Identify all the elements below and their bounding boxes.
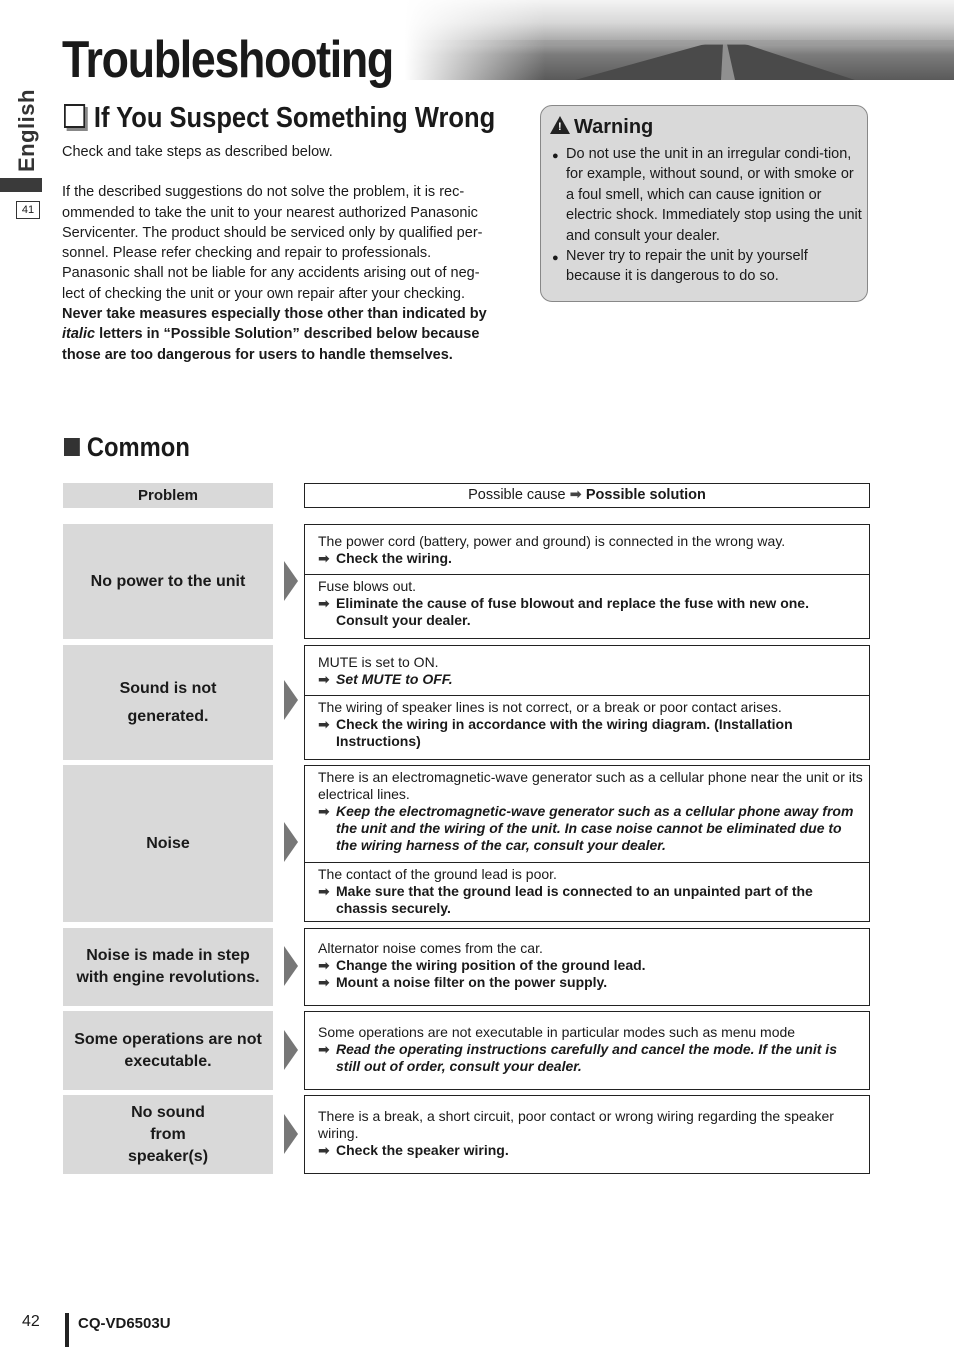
problem-cell: Sound is not generated.: [63, 645, 273, 760]
intro-para-line: lect of checking the unit or your own repair after your checking.: [62, 285, 465, 302]
cause-text: The contact of the ground lead is poor.: [318, 866, 557, 882]
triangle-arrow-icon: [284, 680, 298, 720]
warning-item-text: Never try to repair the unit by yourself because it is dangerous to do so.: [566, 248, 808, 285]
intro-bold-line: Never take measures especially those other than indicated by: [62, 306, 487, 323]
intro-para-line: ommended to take the unit to your nearest authorized Panasonic: [62, 204, 478, 221]
solution-text: Eliminate the cause of fuse blowout and replace the fuse with new one. Consult your dealer.: [336, 595, 809, 628]
section-title-suspect: [64, 102, 495, 135]
cause-cell: [305, 574, 869, 629]
intro-text: [62, 142, 512, 365]
solution-line: [318, 671, 863, 688]
intro-italic-word: italic: [62, 326, 96, 343]
solution-text: Keep the electromagnetic-wave generator such as a cellular phone away from the unit and the wiring of the unit. In case noise cannot be eliminated due to the wiring harness of the car, consult your dealer.: [336, 803, 854, 853]
arrow-right-icon: ➡: [318, 1142, 330, 1158]
section-title-common-text: Common: [86, 432, 190, 462]
cause-text: Fuse blows out.: [318, 578, 417, 594]
triangle-arrow-icon: [284, 1030, 298, 1070]
cause-cell: [305, 940, 869, 991]
footer-model: CQ-VD6503U: [78, 1315, 171, 1332]
cause-text: Alternator noise comes from the car.: [318, 940, 543, 956]
intro-para-line: If the described suggestions do not solve the problem, it is rec-: [62, 184, 465, 201]
warning-title-text: Warning: [574, 116, 654, 138]
solution-box: [304, 524, 870, 639]
cause-cell: [305, 1024, 869, 1075]
triangle-arrow-icon: [284, 946, 298, 986]
footer-page-number: 42: [22, 1313, 40, 1330]
problem-cell: No power to the unit: [63, 524, 273, 639]
warning-title: [550, 116, 653, 139]
arrow-right-icon: ➡: [318, 550, 330, 566]
cause-text: Some operations are not executable in particular modes such as menu mode: [318, 1024, 796, 1040]
cause-text: There is an electromagnetic-wave generator such as a cellular phone near the unit or its electrical lines.: [318, 769, 863, 802]
cause-text: The power cord (battery, power and ground) is connected in the wrong way.: [318, 533, 786, 549]
solution-text: Check the speaker wiring.: [336, 1142, 509, 1158]
language-tab-bar: [0, 178, 42, 192]
solution-text: Set MUTE to OFF.: [336, 671, 453, 687]
solution-text: Check the wiring in accordance with the wiring diagram. (Installation Instructions): [336, 716, 793, 749]
arrow-right-icon: ➡: [318, 671, 330, 687]
arrow-right-icon: ➡: [318, 595, 330, 611]
solution-line: [318, 595, 863, 629]
arrow-right-icon: ➡: [318, 716, 330, 732]
solution-box: [304, 1095, 870, 1174]
warning-list: [552, 144, 862, 287]
table-header-problem: Problem: [63, 483, 273, 508]
problem-cell: Noise: [63, 765, 273, 922]
page-title: Troubleshooting: [62, 31, 393, 89]
triangle-arrow-icon: [284, 561, 298, 601]
arrow-right-icon: ➡: [569, 487, 582, 503]
page-ref-box: 41: [16, 201, 40, 219]
filled-square-icon: [64, 438, 80, 456]
solution-text: Make sure that the ground lead is connected to an unpainted part of the chassis securely.: [336, 883, 813, 916]
header-solution-text: Possible solution: [585, 487, 706, 503]
banner-fade: [405, 0, 545, 80]
cause-cell: [305, 654, 869, 688]
solution-text: Read the operating instructions carefully and cancel the mode. If the unit is still out of order, consult your dealer.: [336, 1041, 837, 1074]
warning-item: [552, 246, 862, 287]
arrow-right-icon: ➡: [318, 883, 330, 899]
solution-text: Check the wiring.: [336, 550, 452, 566]
intro-para-line: Panasonic shall not be liable for any accidents arising out of neg-: [62, 265, 480, 282]
solution-text: Change the wiring position of the ground lead.: [336, 957, 646, 973]
intro-bold-rest: letters in “Possible Solution” described below because: [95, 326, 480, 343]
solution-line: [318, 803, 863, 854]
intro-bold-line: those are too dangerous for users to handle themselves.: [62, 346, 453, 363]
cause-text: The wiring of speaker lines is not correct, or a break or poor contact arises.: [318, 699, 782, 715]
solution-line: [318, 716, 863, 750]
problem-cell: No sound from speaker(s): [63, 1095, 273, 1174]
solution-line: [318, 974, 863, 991]
cause-cell: [305, 769, 869, 854]
bullet-icon: ●: [552, 252, 559, 265]
intro-bold-line: [62, 324, 512, 344]
table-header-cause-solution: [304, 483, 870, 508]
solution-text: Mount a noise filter on the power supply.: [336, 974, 608, 990]
solution-line: [318, 883, 863, 917]
solution-box: [304, 928, 870, 1006]
header-cause-text: Possible cause: [468, 487, 566, 503]
section-title-common: [64, 432, 190, 463]
solution-box: [304, 1011, 870, 1090]
bullet-icon: ●: [552, 150, 559, 162]
warning-triangle-icon: !: [550, 116, 570, 134]
triangle-arrow-icon: [284, 1114, 298, 1154]
intro-line-1: Check and take steps as described below.: [62, 144, 333, 160]
problem-cell: Noise is made in step with engine revolutions.: [63, 928, 273, 1006]
footer-divider: [65, 1313, 69, 1347]
arrow-right-icon: ➡: [318, 1041, 330, 1057]
arrow-right-icon: ➡: [318, 974, 330, 990]
warning-item: [552, 144, 862, 246]
solution-line: [318, 550, 863, 567]
cause-cell: [305, 862, 869, 917]
warning-item-text: Do not use the unit in an irregular condi-tion, for example, without sound, or with smoke or a foul smell, which can cause ignition or electric shock. Immediately stop using the unit and consult your dealer.: [566, 146, 862, 244]
problem-cell: Some operations are not executable.: [63, 1011, 273, 1090]
solution-line: [318, 1142, 863, 1159]
triangle-arrow-icon: [284, 822, 298, 862]
cause-cell: [305, 1108, 869, 1159]
solution-box: [304, 765, 870, 922]
solution-line: [318, 1041, 863, 1075]
intro-para-line: Servicenter. The product should be serviced only by qualified per-: [62, 224, 483, 241]
solution-line: [318, 957, 863, 974]
cause-cell: [305, 695, 869, 750]
cause-cell: [305, 533, 869, 567]
cause-text: There is a break, a short circuit, poor contact or wrong wiring regarding the speaker wiring.: [318, 1108, 834, 1141]
arrow-right-icon: ➡: [318, 803, 330, 819]
cause-text: MUTE is set to ON.: [318, 654, 439, 670]
language-tab-label: English: [14, 89, 39, 172]
arrow-right-icon: ➡: [318, 957, 330, 973]
checkbox-icon: [64, 104, 85, 128]
intro-para-line: sonnel. Please refer checking and repair to professionals.: [62, 245, 432, 262]
section-title-suspect-text: If You Suspect Something Wrong: [93, 102, 496, 134]
solution-box: [304, 645, 870, 760]
